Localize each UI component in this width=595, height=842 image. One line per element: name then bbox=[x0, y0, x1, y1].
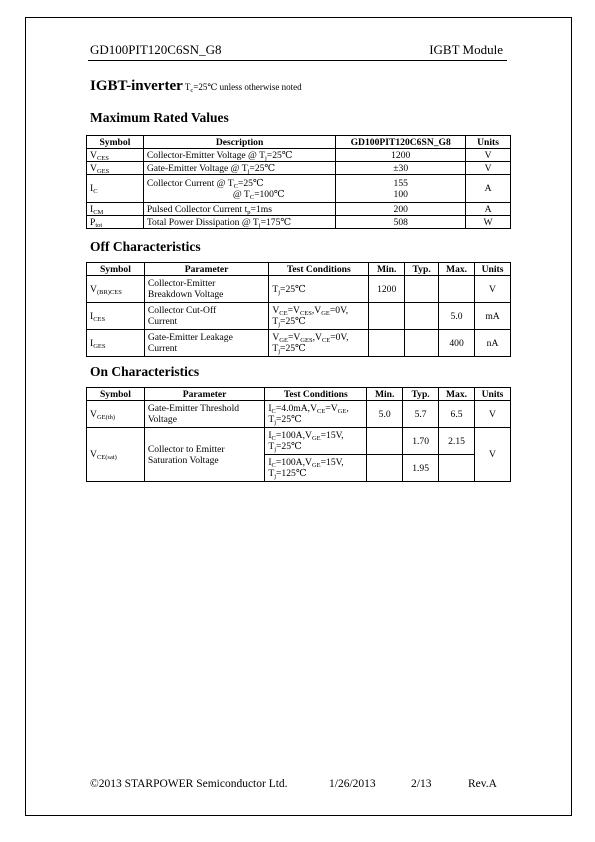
condition-cell: $V_{GE}=V_{GES},V_{CE}=0V$, $T_j=25℃$ bbox=[269, 330, 369, 357]
part-number: GD100PIT120C6SN_G8 bbox=[90, 42, 222, 57]
typ-cell: 1.70 bbox=[403, 428, 439, 455]
footer-page: 2/13 bbox=[411, 778, 432, 790]
table-row bbox=[87, 276, 511, 303]
col-header: Units bbox=[475, 388, 511, 401]
col-header: Test Conditions bbox=[269, 263, 369, 276]
off-char-heading: Off Characteristics bbox=[90, 239, 201, 254]
col-header: Typ. bbox=[405, 263, 439, 276]
parameter-cell: Collector Cut-Off Current bbox=[144, 303, 268, 330]
table-row bbox=[87, 149, 511, 162]
description-cell: Collector-Emitter Voltage @ $T_j=25℃$ bbox=[143, 149, 335, 162]
module-type: IGBT Module bbox=[429, 42, 503, 57]
unit-cell: V bbox=[475, 401, 511, 428]
title-main: IGBT-inverter bbox=[90, 78, 183, 94]
symbol-cell: $V_{CES}$ bbox=[87, 149, 144, 162]
min-cell bbox=[369, 330, 405, 357]
value-cell: 508 bbox=[336, 216, 466, 229]
value-cell: 200 bbox=[336, 203, 466, 216]
min-cell: 5.0 bbox=[367, 401, 403, 428]
symbol-cell: $V_{GE(th)}$ bbox=[87, 401, 145, 428]
header-rule bbox=[88, 60, 507, 61]
max-cell bbox=[439, 276, 475, 303]
description-cell: Pulsed Collector Current $t_p=1ms$ bbox=[143, 203, 335, 216]
max-cell: 400 bbox=[439, 330, 475, 357]
col-header: Symbol bbox=[87, 136, 144, 149]
col-header: Description bbox=[143, 136, 335, 149]
condition-cell: $I_C=4.0mA,V_{CE}=V_{GE}$, $T_j=25℃$ bbox=[265, 401, 367, 428]
table-row bbox=[87, 303, 511, 330]
typ-cell bbox=[405, 330, 439, 357]
section-title bbox=[90, 78, 302, 95]
symbol-cell: $I_{GES}$ bbox=[87, 330, 145, 357]
unit-cell: V bbox=[475, 276, 511, 303]
col-header: Units bbox=[475, 263, 511, 276]
table-header-row bbox=[87, 388, 511, 401]
unit-cell: V bbox=[475, 428, 511, 482]
symbol-cell: $I_C$ bbox=[87, 175, 144, 203]
value-cell: 1200 bbox=[336, 149, 466, 162]
on-char-table bbox=[86, 387, 511, 482]
table-row bbox=[87, 162, 511, 175]
table-row bbox=[87, 330, 511, 357]
footer-copyright: ©2013 STARPOWER Semiconductor Ltd. bbox=[90, 778, 288, 790]
table-row bbox=[87, 216, 511, 229]
col-header: Parameter bbox=[144, 263, 268, 276]
symbol-cell: $P_{tot}$ bbox=[87, 216, 144, 229]
symbol-cell: $I_{CM}$ bbox=[87, 203, 144, 216]
col-header: Symbol bbox=[87, 388, 145, 401]
col-header: Typ. bbox=[403, 388, 439, 401]
col-header: Max. bbox=[439, 263, 475, 276]
unit-cell: nA bbox=[475, 330, 511, 357]
description-cell: Total Power Dissipation @ $T_j=175℃$ bbox=[143, 216, 335, 229]
on-char-heading: On Characteristics bbox=[90, 364, 200, 379]
max-rated-heading: Maximum Rated Values bbox=[90, 110, 229, 125]
unit-cell: mA bbox=[475, 303, 511, 330]
min-cell bbox=[367, 428, 403, 455]
min-cell bbox=[369, 303, 405, 330]
title-condition: $T_c=25℃$ unless otherwise noted bbox=[182, 82, 302, 94]
col-header: Units bbox=[466, 136, 511, 149]
table-header-row bbox=[87, 136, 511, 149]
unit-cell: A bbox=[466, 175, 511, 203]
col-header: Min. bbox=[369, 263, 405, 276]
description-cell: Gate-Emitter Voltage @ $T_j=25℃$ bbox=[143, 162, 335, 175]
parameter-cell: Collector to Emitter Saturation Voltage bbox=[144, 428, 264, 482]
condition-cell: $I_C=100A,V_{GE}=15V$, $T_j=25℃$ bbox=[265, 428, 367, 455]
col-header: Test Conditions bbox=[265, 388, 367, 401]
max-cell: 2.15 bbox=[439, 428, 475, 455]
symbol-cell: $V_{CE(sat)}$ bbox=[87, 428, 145, 482]
unit-cell: W bbox=[466, 216, 511, 229]
col-header: Max. bbox=[439, 388, 475, 401]
value-cell: 155 100 bbox=[336, 175, 466, 203]
condition-cell: $T_j=25℃$ bbox=[269, 276, 369, 303]
parameter-cell: Gate-Emitter Threshold Voltage bbox=[144, 401, 264, 428]
symbol-cell: $I_{CES}$ bbox=[87, 303, 145, 330]
off-char-table bbox=[86, 262, 511, 357]
description-cell: Collector Current @ $T_C=25℃$ @ $T_C=100℃$ bbox=[143, 175, 335, 203]
min-cell bbox=[367, 455, 403, 482]
unit-cell: V bbox=[466, 149, 511, 162]
table-row bbox=[87, 401, 511, 428]
max-cell bbox=[439, 455, 475, 482]
footer-date: 1/26/2013 bbox=[329, 778, 376, 790]
max-cell: 5.0 bbox=[439, 303, 475, 330]
unit-cell: A bbox=[466, 203, 511, 216]
typ-cell: 5.7 bbox=[403, 401, 439, 428]
typ-cell bbox=[405, 303, 439, 330]
col-header: Symbol bbox=[87, 263, 145, 276]
value-cell: ±30 bbox=[336, 162, 466, 175]
symbol-cell: $V_{(BR)CES}$ bbox=[87, 276, 145, 303]
table-row bbox=[87, 203, 511, 216]
table-row bbox=[87, 428, 511, 455]
max-rated-table bbox=[86, 135, 511, 229]
max-cell: 6.5 bbox=[439, 401, 475, 428]
condition-cell: $V_{CE}=V_{CES},V_{GE}=0V$, $T_j=25℃$ bbox=[269, 303, 369, 330]
typ-cell: 1.95 bbox=[403, 455, 439, 482]
symbol-cell: $V_{GES}$ bbox=[87, 162, 144, 175]
col-header: Parameter bbox=[144, 388, 264, 401]
table-header-row bbox=[87, 263, 511, 276]
parameter-cell: Gate-Emitter Leakage Current bbox=[144, 330, 268, 357]
page-header bbox=[90, 42, 503, 60]
col-header: GD100PIT120C6SN_G8 bbox=[336, 136, 466, 149]
footer-revision: Rev.A bbox=[468, 778, 497, 790]
min-cell: 1200 bbox=[369, 276, 405, 303]
typ-cell bbox=[405, 276, 439, 303]
table-row bbox=[87, 175, 511, 203]
parameter-cell: Collector-Emitter Breakdown Voltage bbox=[144, 276, 268, 303]
unit-cell: V bbox=[466, 162, 511, 175]
condition-cell: $I_C=100A,V_{GE}=15V$, $T_j=125℃$ bbox=[265, 455, 367, 482]
col-header: Min. bbox=[367, 388, 403, 401]
